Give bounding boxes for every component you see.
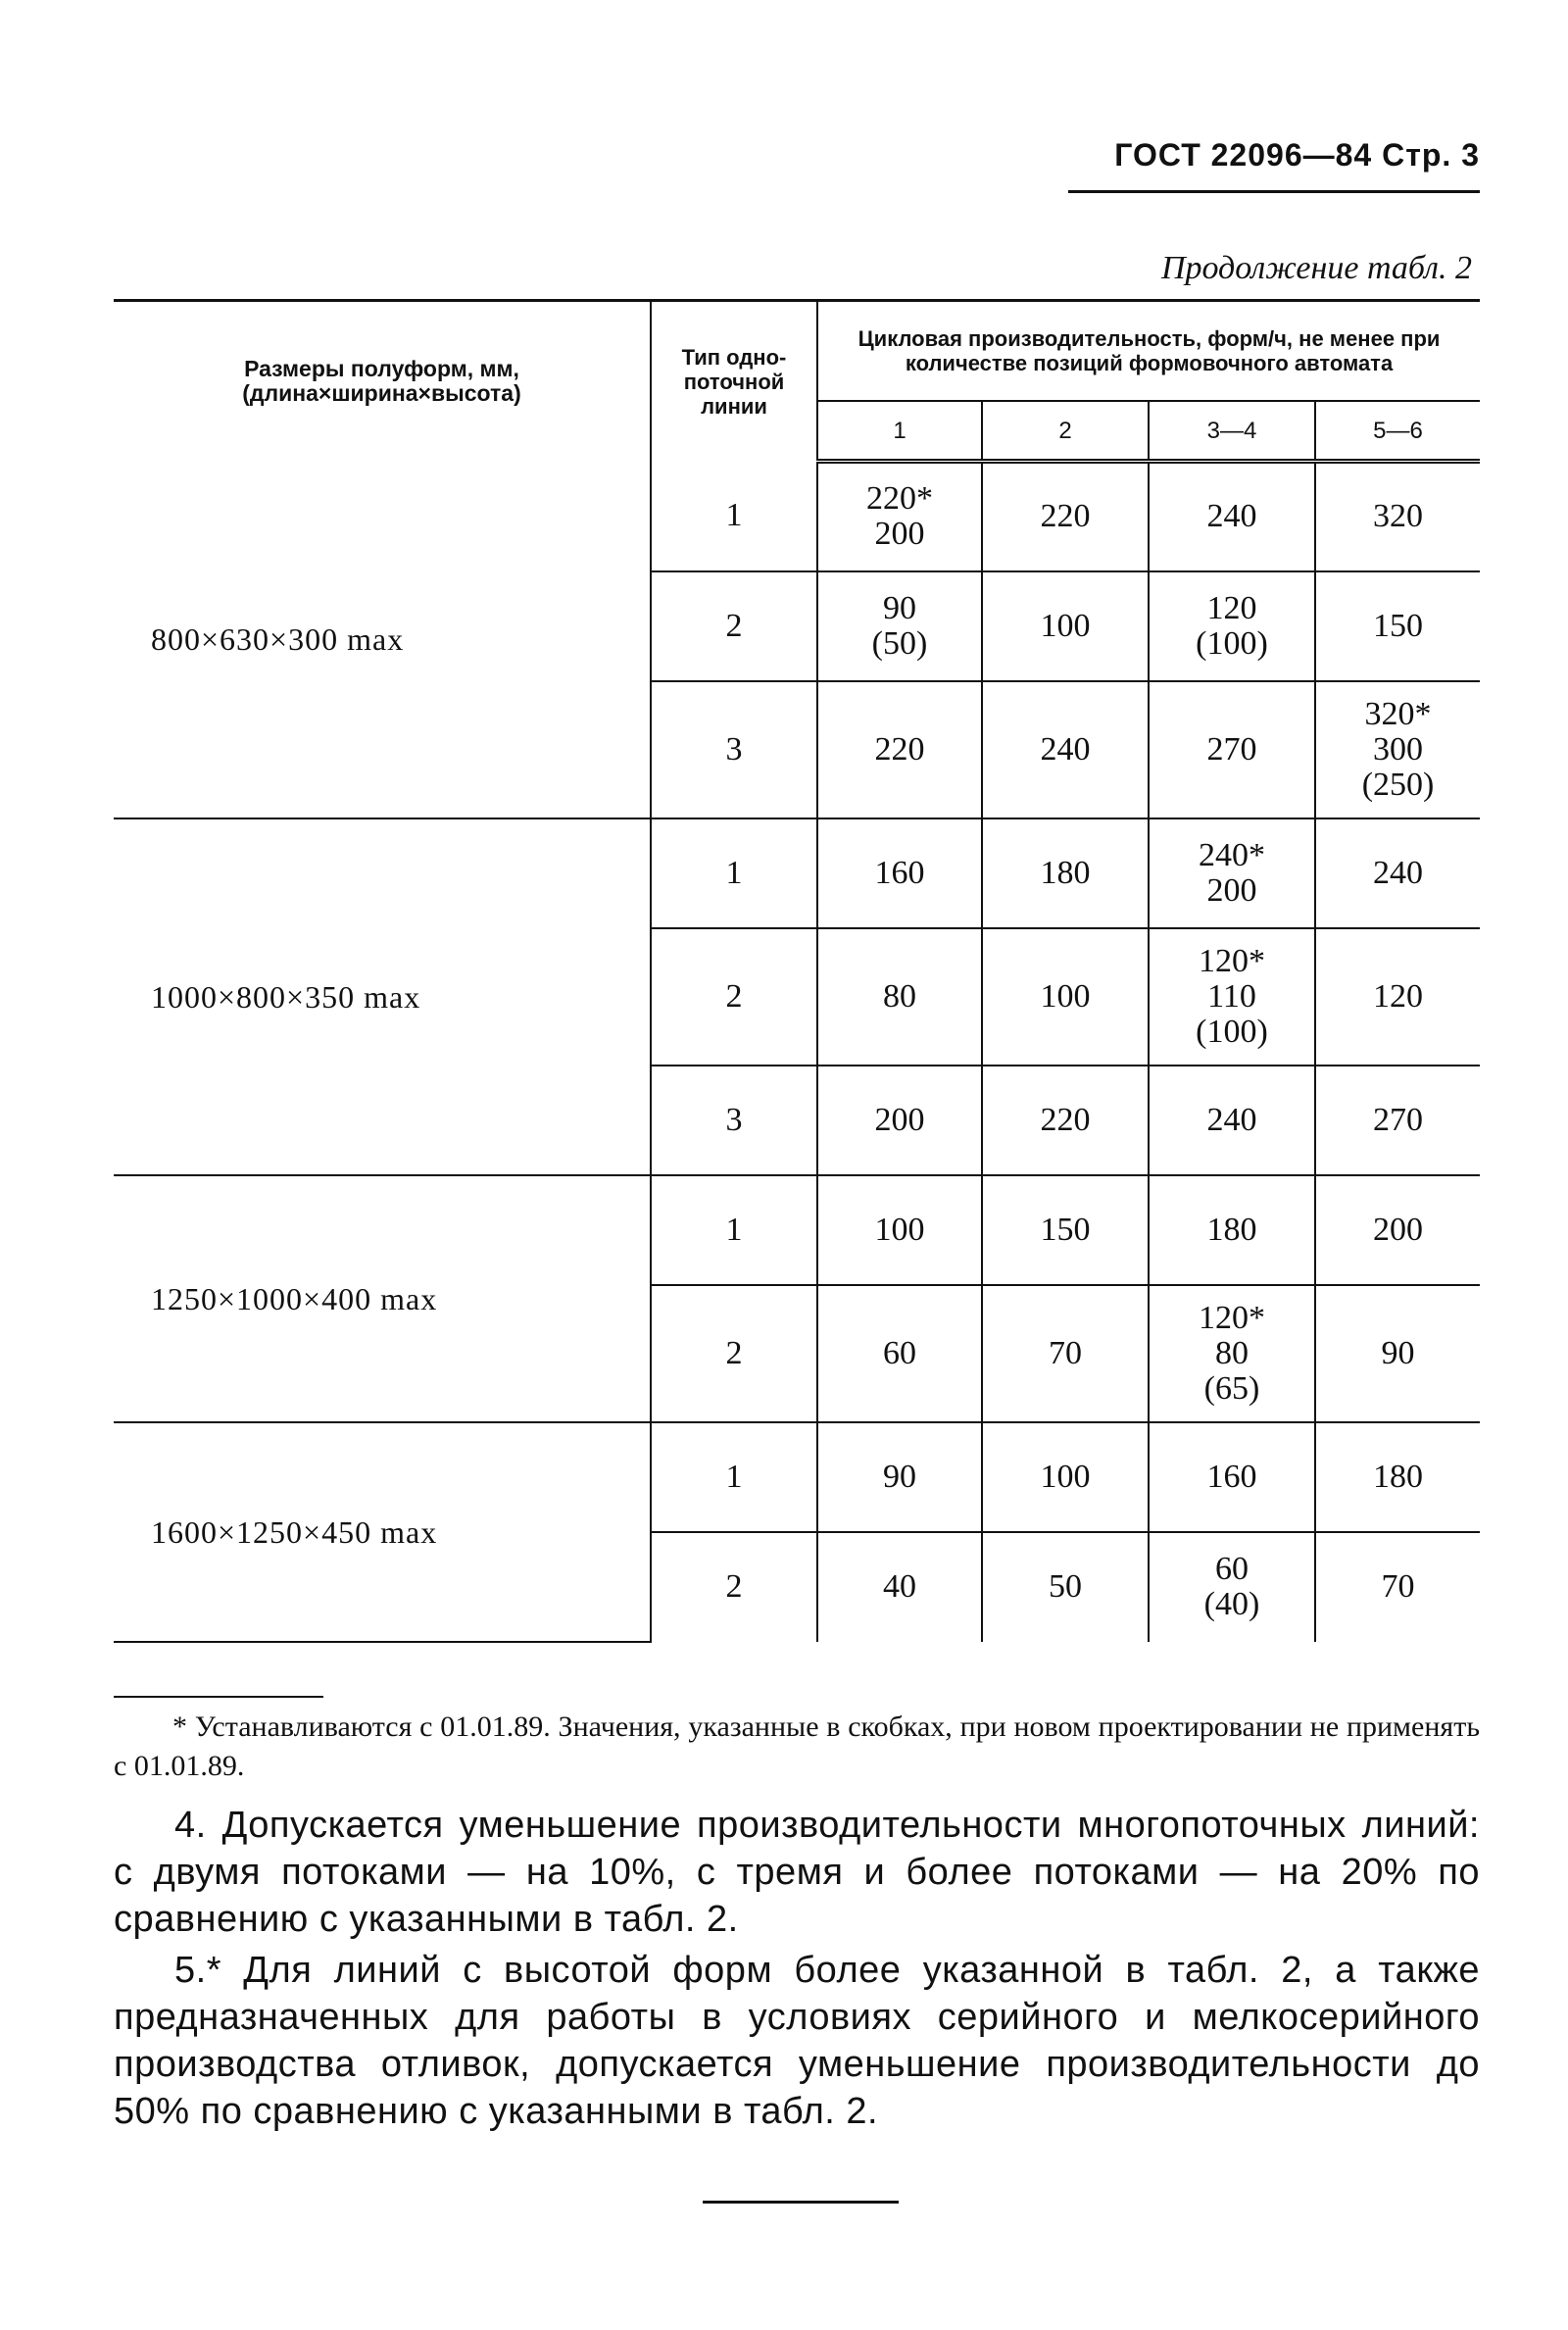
value-line: 150: [1373, 607, 1424, 644]
value-line: (250): [1361, 766, 1435, 803]
value-line: 180: [1373, 1458, 1424, 1495]
table-row: [114, 1422, 1480, 1532]
value-cell: [982, 1175, 1149, 1285]
value-cell: [817, 818, 982, 928]
table-row: [114, 818, 1480, 928]
value-cell: [1149, 1422, 1315, 1532]
value-cell: [1315, 1532, 1480, 1642]
value-line: 200: [874, 516, 925, 553]
footnote-rule: [114, 1696, 323, 1698]
value-line: 120: [1206, 589, 1257, 626]
value-cell: [817, 571, 982, 681]
value-cell: [1149, 1285, 1315, 1422]
value-line: 110: [1207, 977, 1256, 1015]
line-type-cell: 2: [651, 928, 817, 1066]
productivity-table: [114, 299, 1480, 1643]
line-type-cell: 3: [651, 681, 817, 818]
value-cell: [1149, 1175, 1315, 1285]
value-line: 240: [1206, 1101, 1257, 1138]
value-line: 160: [1206, 1458, 1257, 1495]
value-cell: [982, 462, 1149, 571]
value-line: 120*: [1199, 942, 1265, 979]
size-cell: 1250×1000×400 max: [114, 1175, 651, 1422]
paragraph-4: 4. Допускается уменьшение производительности многопоточных линий: с двумя потоками — на 10%, с тремя и более потоками — на 20% по сравнению с указанными в табл. 2.: [114, 1805, 1480, 1940]
column-header-line-type: Тип одно-поточной линии: [651, 301, 817, 462]
subcolumn-header: 1: [817, 401, 982, 462]
header-rule: [1068, 190, 1480, 193]
value-line: (100): [1196, 1013, 1268, 1050]
subcolumn-header: 5—6: [1315, 401, 1480, 462]
end-rule: [703, 2201, 899, 2204]
line-type-cell: 2: [651, 1285, 817, 1422]
value-cell: [1315, 928, 1480, 1066]
value-line: 70: [1049, 1334, 1082, 1371]
value-cell: [817, 1422, 982, 1532]
value-line: 220: [1040, 1101, 1091, 1138]
value-line: 70: [1381, 1568, 1415, 1605]
value-line: 100: [1040, 1458, 1091, 1495]
value-cell: [1149, 571, 1315, 681]
line-type-cell: 1: [651, 462, 817, 571]
value-line: 90: [883, 1458, 916, 1495]
value-line: (100): [1196, 624, 1268, 662]
value-line: 90: [1381, 1334, 1415, 1371]
value-cell: [1315, 1285, 1480, 1422]
value-cell: [1149, 462, 1315, 571]
value-cell: [1315, 1066, 1480, 1175]
page-header: [1068, 137, 1480, 196]
size-cell: 800×630×300 max: [114, 462, 651, 818]
value-line: 220: [1040, 498, 1091, 535]
value-cell: [817, 928, 982, 1066]
value-cell: [817, 1066, 982, 1175]
value-cell: [1149, 681, 1315, 818]
value-line: 200: [874, 1101, 925, 1138]
column-header-productivity: Цикловая производительность, форм/ч, не менее при количестве позиций формовочного автомата: [817, 301, 1480, 402]
value-cell: [1315, 1175, 1480, 1285]
value-line: 40: [883, 1568, 916, 1605]
document-number: ГОСТ 22096—84 Стр. 3: [1114, 137, 1480, 173]
value-line: 150: [1040, 1211, 1091, 1248]
value-cell: [982, 928, 1149, 1066]
paragraph-5: 5.* Для линий с высотой форм более указанной в табл. 2, а также предназначенных для работы в условиях серийного и мелкосерийного производства отливок, допускается уменьшение производительности до 50% по сравнению с указанными в табл. 2.: [114, 1950, 1480, 2132]
table-caption: Продолжение табл. 2: [1160, 250, 1472, 286]
value-cell: [817, 1175, 982, 1285]
value-line: (65): [1203, 1369, 1260, 1407]
value-line: 180: [1040, 854, 1091, 891]
value-cell: [1315, 818, 1480, 928]
value-cell: [817, 1285, 982, 1422]
table-row: [114, 462, 1480, 571]
value-line: 240: [1373, 854, 1424, 891]
footnote: * Устанавливаются с 01.01.89. Значения, указанные в скобках, при новом проектировании не применять с 01.01.89.: [114, 1710, 1480, 1782]
line-type-cell: 2: [651, 1532, 817, 1642]
value-cell: [982, 681, 1149, 818]
value-line: 100: [1040, 977, 1091, 1015]
value-line: 240: [1206, 498, 1257, 535]
value-line: 50: [1049, 1568, 1082, 1605]
value-line: 300: [1373, 730, 1424, 768]
value-cell: [982, 1066, 1149, 1175]
value-line: 80: [1215, 1334, 1249, 1371]
value-line: 320: [1373, 498, 1424, 535]
line-type-cell: 1: [651, 1175, 817, 1285]
value-cell: [1149, 928, 1315, 1066]
value-cell: [982, 1285, 1149, 1422]
value-line: 100: [1040, 607, 1091, 644]
value-cell: [817, 681, 982, 818]
value-cell: [982, 1532, 1149, 1642]
line-type-cell: 2: [651, 571, 817, 681]
line-type-cell: 1: [651, 818, 817, 928]
value-cell: [817, 462, 982, 571]
value-line: 120: [1373, 977, 1424, 1015]
value-cell: [1149, 1532, 1315, 1642]
value-cell: [1149, 1066, 1315, 1175]
value-line: 320*: [1364, 695, 1432, 732]
value-line: 100: [874, 1211, 925, 1248]
value-line: 240: [1040, 730, 1091, 768]
value-line: 60: [883, 1334, 916, 1371]
value-cell: [982, 571, 1149, 681]
value-cell: [982, 1422, 1149, 1532]
value-line: 160: [874, 854, 925, 891]
value-line: 270: [1206, 730, 1257, 768]
value-line: (50): [871, 624, 928, 662]
value-cell: [1315, 571, 1480, 681]
value-line: 240*: [1199, 836, 1265, 873]
line-type-cell: 3: [651, 1066, 817, 1175]
column-header-size: Размеры полуформ, мм, (длина×ширина×высота): [114, 301, 651, 462]
value-cell: [982, 818, 1149, 928]
value-cell: [1315, 462, 1480, 571]
table-row: [114, 1175, 1480, 1285]
value-line: (40): [1203, 1586, 1260, 1622]
subcolumn-header: 2: [982, 401, 1149, 462]
value-line: 180: [1206, 1211, 1257, 1248]
size-cell: 1000×800×350 max: [114, 818, 651, 1175]
value-line: 220: [874, 730, 925, 768]
value-line: 200: [1206, 871, 1257, 909]
size-cell: 1600×1250×450 max: [114, 1422, 651, 1642]
value-cell: [1315, 681, 1480, 818]
value-cell: [1149, 818, 1315, 928]
subcolumn-header: 3—4: [1149, 401, 1315, 462]
value-line: 60: [1215, 1551, 1249, 1587]
value-line: 220*: [866, 480, 933, 518]
value-line: 120*: [1199, 1299, 1265, 1336]
value-cell: [1315, 1422, 1480, 1532]
value-line: 80: [883, 977, 916, 1015]
table-body: [114, 462, 1480, 1642]
value-line: 200: [1373, 1211, 1424, 1248]
value-line: 90: [883, 589, 916, 626]
value-line: 270: [1373, 1101, 1424, 1138]
value-cell: [817, 1532, 982, 1642]
line-type-cell: 1: [651, 1422, 817, 1532]
